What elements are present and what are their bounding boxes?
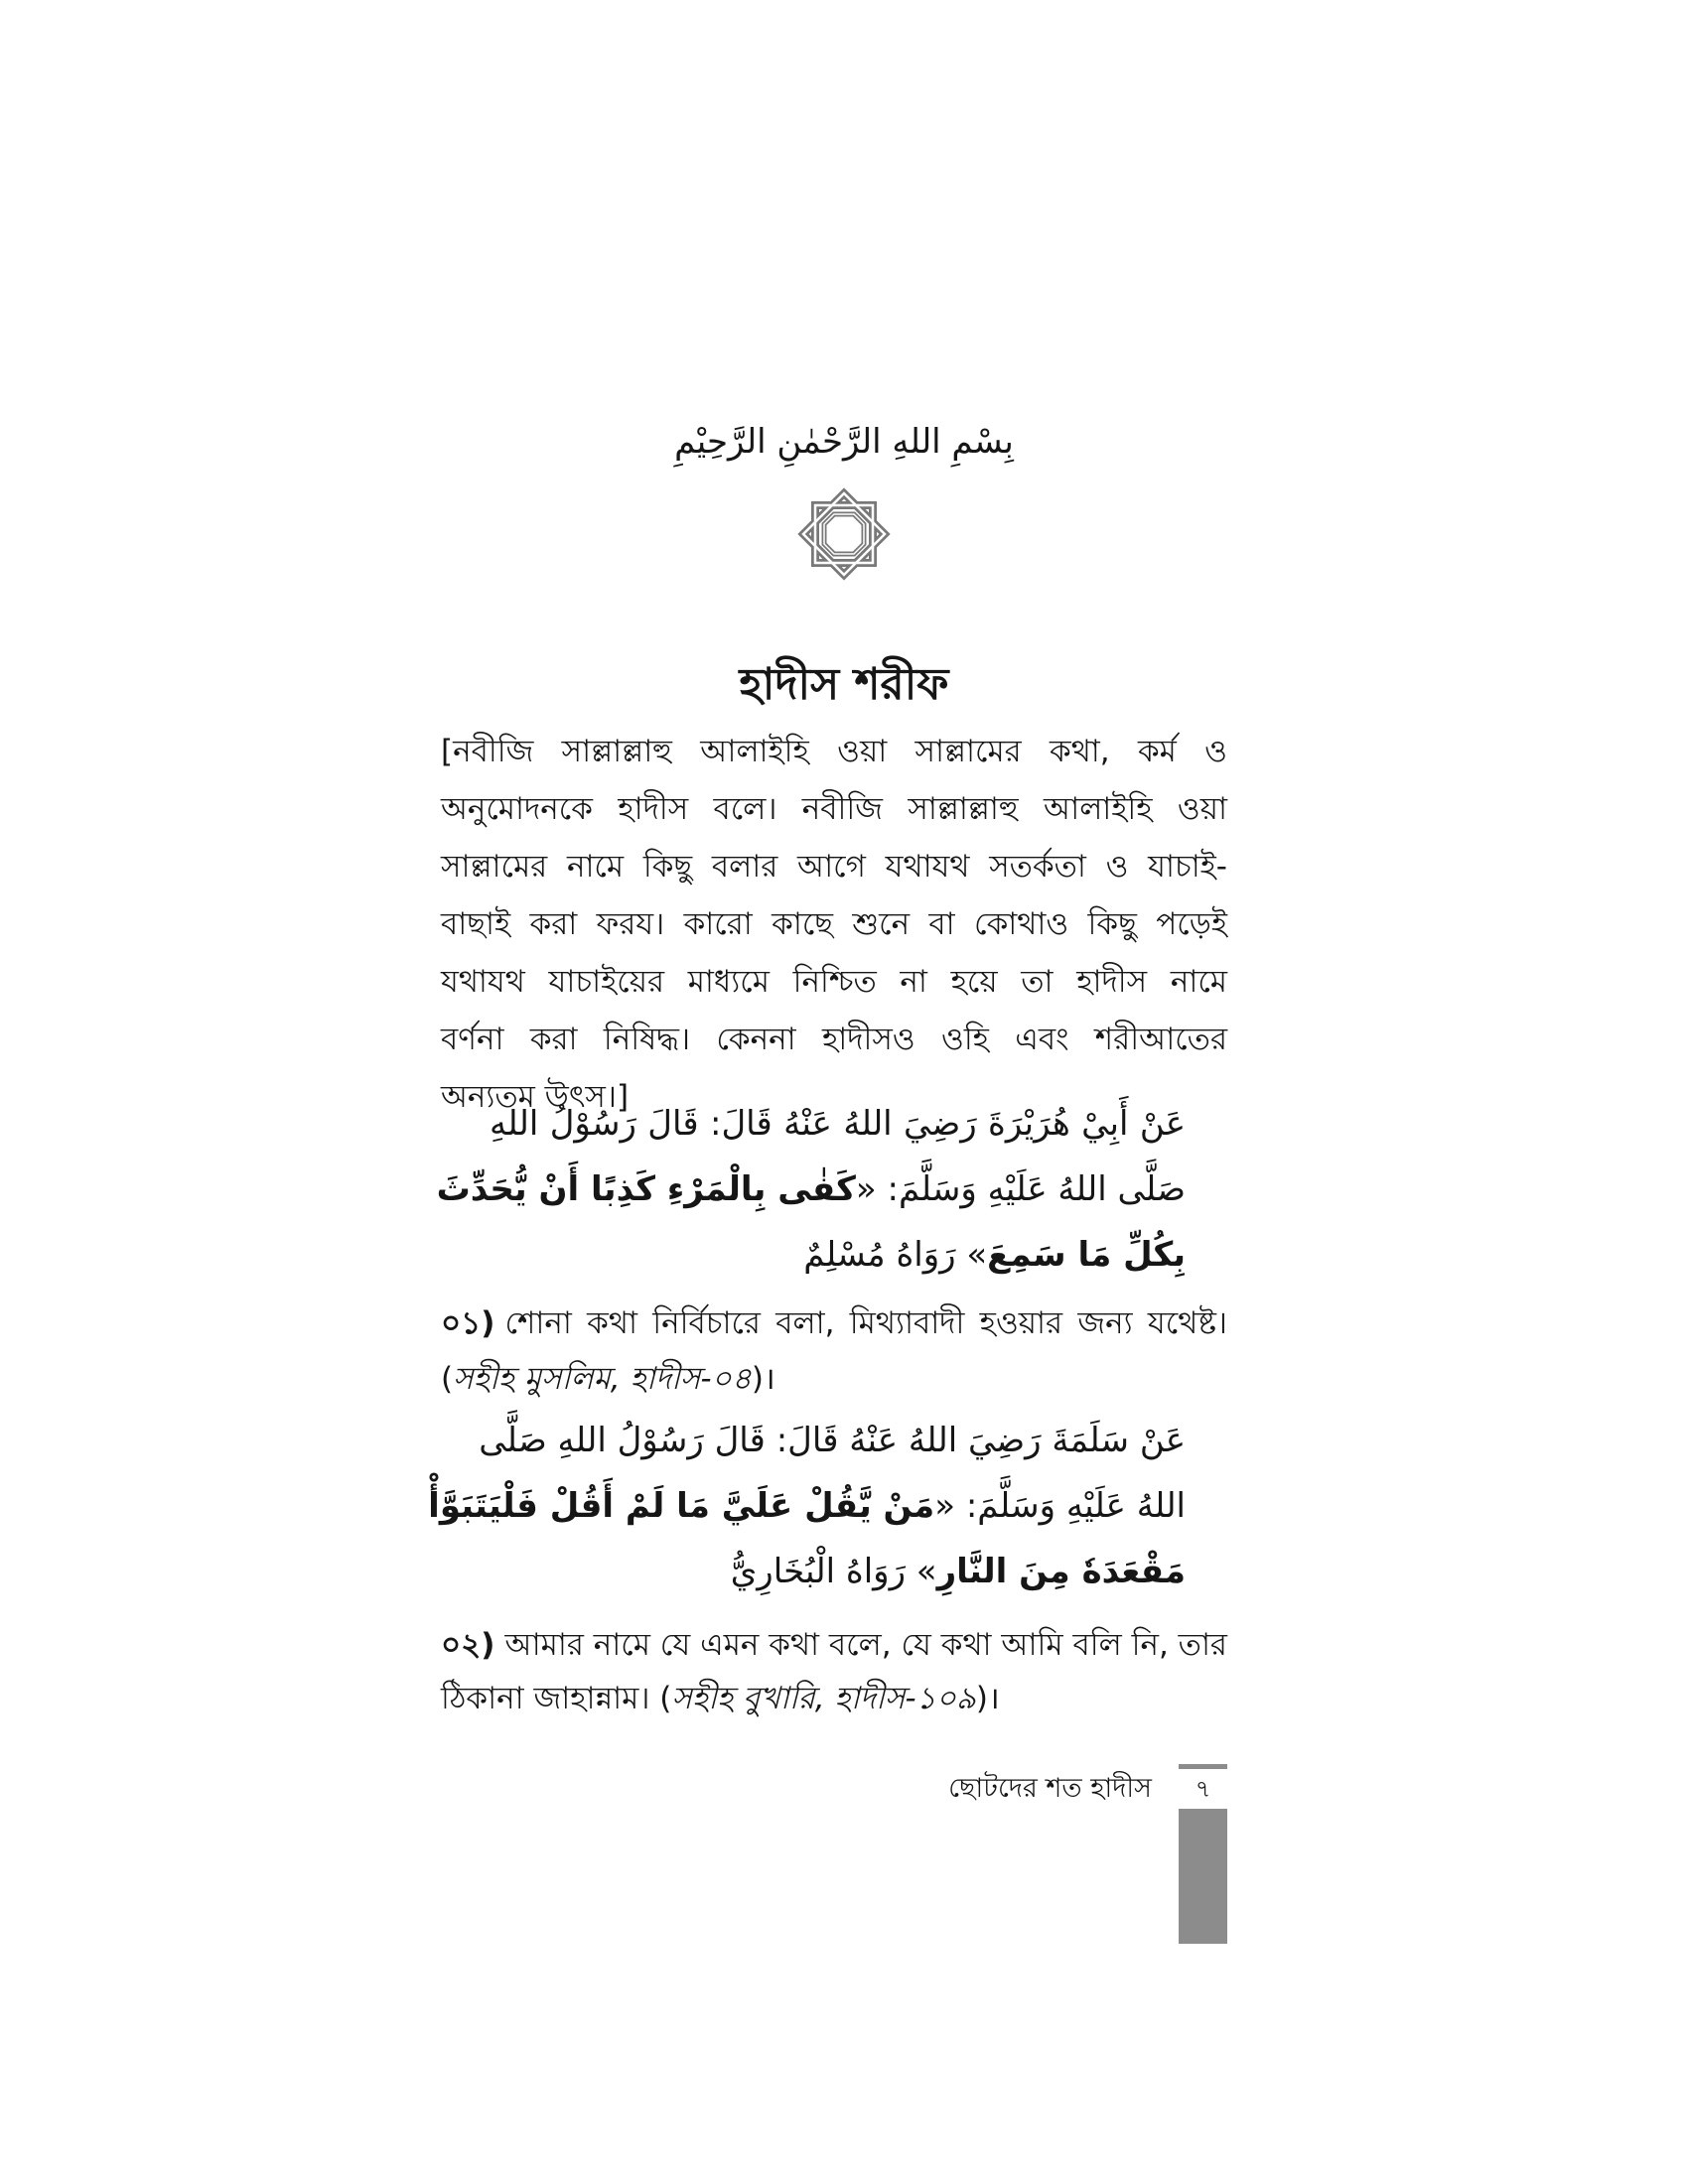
intro-line: অন্যতম উৎস।] xyxy=(441,1079,630,1115)
translation-text: আমার নামে যে এমন কথা বলে, যে কথা আমি বলি নি, তার xyxy=(504,1627,1227,1663)
hadith-1-translation xyxy=(441,1296,1227,1407)
translation-line xyxy=(441,1672,1227,1725)
arabic-hadith-text-bold: بِكُلِّ مَا سَمِعَ xyxy=(987,1235,1186,1275)
arabic-line xyxy=(436,1157,1186,1222)
rosette-svg xyxy=(794,484,894,584)
source-open: ( xyxy=(441,1361,454,1397)
hadith-number: ০১) xyxy=(441,1305,495,1341)
translation-text: ঠিকানা জাহান্নাম। ( xyxy=(441,1681,672,1716)
hadith-number: ০২) xyxy=(441,1627,495,1663)
arabic-line xyxy=(479,1408,1186,1473)
arabic-segment: » رَوَاهُ الْبُخَارِيُّ xyxy=(730,1552,937,1591)
arabic-line xyxy=(490,1091,1186,1157)
page-number: ৭ xyxy=(1195,1775,1211,1803)
hadith-2-arabic-text xyxy=(428,1408,1186,1604)
arabic-segment: عَنْ سَلَمَةَ رَضِيَ اللهُ عَنْهُ قَالَ: قَالَ رَسُوْلُ اللهِ صَلَّى xyxy=(479,1421,1186,1460)
intro-line: অনুমোদনকে হাদীস বলে। নবীজি সাল্লাল্লাহু আলাইহি ওয়া xyxy=(441,791,1227,827)
arabic-hadith-text-bold: كَفٰى بِالْمَرْءِ كَذِبًا أَنْ يُّحَدِّثَ xyxy=(436,1169,856,1209)
arabic-segment: صَلَّى اللهُ عَلَيْهِ وَسَلَّمَ: « xyxy=(855,1169,1186,1209)
intro-line: যথাযথ যাচাইয়ের মাধ্যমে নিশ্চিত না হয়ে তা হাদীস নামে xyxy=(441,964,1227,1000)
intro-paragraph xyxy=(441,723,1227,1126)
intro-line: সাল্লামের নামে কিছু বলার আগে যথাযথ সতর্কতা ও যাচাই- xyxy=(441,849,1227,885)
bismillah-heading: بِسْمِ اللهِ الرَّحْمٰنِ الرَّحِيْمِ xyxy=(674,422,1014,462)
intro-line: বাছাই করা ফরয। কারো কাছে শুনে বা কোথাও কিছু পড়েই xyxy=(441,906,1227,942)
arabic-line xyxy=(490,1539,1186,1604)
arabic-hadith-text-bold: مَنْ يَّقُلْ عَلَيَّ مَا لَمْ أَقُلْ فَلْيَتَبَوَّأْ xyxy=(428,1486,935,1526)
hadith-source: সহীহ মুসলিম, হাদীস-০৪ xyxy=(453,1361,752,1397)
arabic-line xyxy=(428,1473,1186,1539)
arabic-segment: » رَوَاهُ مُسْلِمٌ xyxy=(803,1235,988,1275)
arabic-hadith-text-bold: مَقْعَدَهٗ مِنَ النَّارِ xyxy=(936,1552,1186,1591)
source-close: )। xyxy=(975,1681,1000,1716)
hadith-2-translation xyxy=(441,1618,1227,1725)
running-footer-book-title: ছোটদের শত হাদীস xyxy=(948,1773,1152,1804)
arabic-segment: عَنْ أَبِيْ هُرَيْرَةَ رَضِيَ اللهُ عَنْهُ قَالَ: قَالَ رَسُوْلُ اللهِ xyxy=(490,1104,1186,1144)
translation-line xyxy=(441,1296,1227,1351)
eight-point-rosette-icon xyxy=(794,484,894,584)
page-thumb-tab xyxy=(1179,1809,1227,1944)
intro-line: [নবীজি সাল্লাল্লাহু আলাইহি ওয়া সাল্লামের কথা, কর্ম ও xyxy=(441,734,1227,769)
arabic-segment: اللهُ عَلَيْهِ وَسَلَّمَ: « xyxy=(934,1486,1186,1526)
source-close: )। xyxy=(751,1361,775,1397)
hadith-source: সহীহ বুখারি, হাদীস-১০৯ xyxy=(671,1681,976,1716)
translation-text: শোনা কথা নির্বিচারে বলা, মিথ্যাবাদী হওয়ার জন্য যথেষ্ট। xyxy=(504,1305,1227,1341)
intro-line: বর্ণনা করা নিষিদ্ধ। কেননা হাদীসও ওহি এবং শরীআতের xyxy=(441,1022,1227,1057)
translation-line xyxy=(441,1351,1227,1407)
page-tab-rule xyxy=(1179,1764,1227,1769)
arabic-line xyxy=(490,1222,1186,1288)
translation-line xyxy=(441,1618,1227,1672)
page-title: হাদীস শরীফ xyxy=(739,659,949,710)
